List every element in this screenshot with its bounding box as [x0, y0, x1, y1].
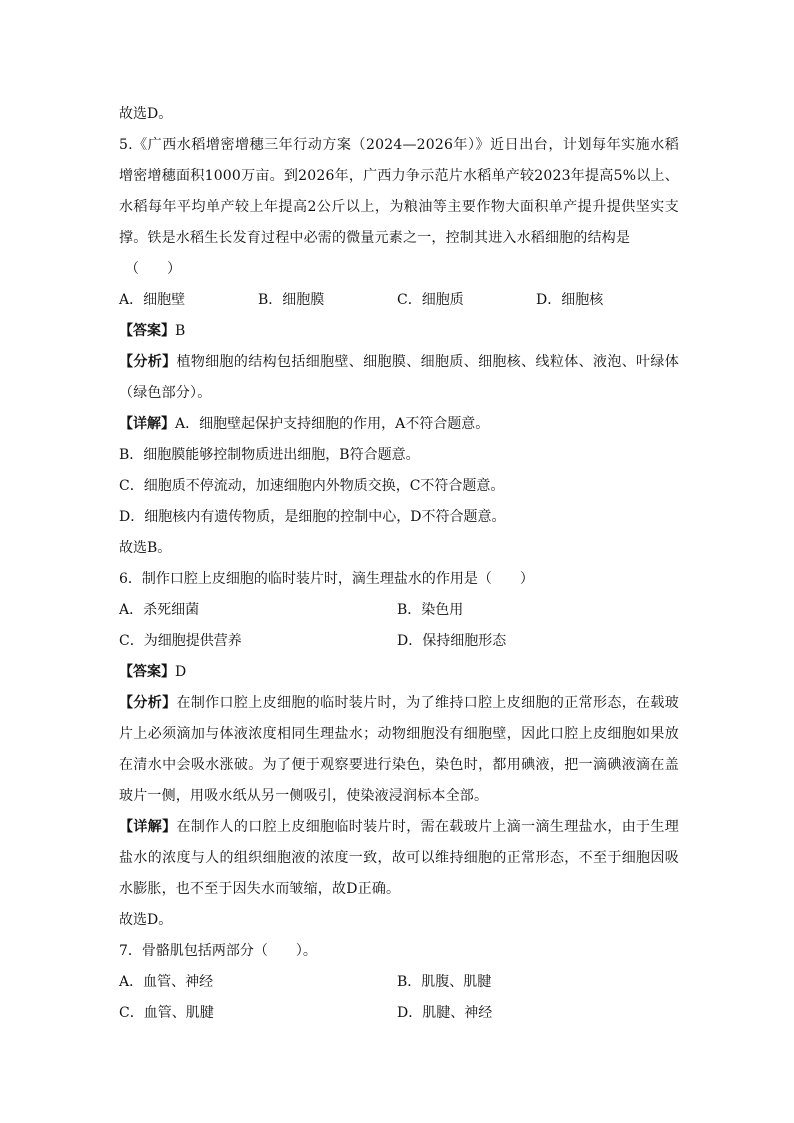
- question-5-detail-b: B．细胞膜能够控制物质进出细胞，B符合题意。: [119, 447, 420, 463]
- question-5-conclusion: 故选B。: [119, 540, 172, 556]
- detail-text: 在制作人的口腔上皮细胞临时装片时，需在载玻片上滴一滴生理盐水，由于生理盐水的浓度与人的组织细胞液的浓度一致，故可以维持细胞的正常形态，不至于细胞因吸水膨胀，也不至于因失水而皱缩，故D正确。: [119, 819, 679, 897]
- answer-tag: 【答案】: [119, 664, 175, 680]
- question-6-detail: [119, 812, 679, 905]
- analysis-text: 在制作口腔上皮细胞的临时装片时，为了维持口腔上皮细胞的正常形态，在载玻片上必须滴加与体液浓度相同生理盐水；动物细胞没有细胞壁，因此口腔上皮细胞如果放在清水中会吸水涨破。为了便于观察要进行染色，染色时，都用碘液，把一滴碘液滴在盖玻片一侧，用吸水纸从另一侧吸引，使染液浸润标本全部。: [119, 695, 679, 804]
- option-a: A．细胞壁: [119, 292, 186, 308]
- option-b: B．染色用: [397, 602, 464, 618]
- question-6-analysis: [119, 688, 679, 812]
- question-5-detail-d: D．细胞核内有遗传物质，是细胞的控制中心，D不符合题意。: [119, 509, 506, 525]
- question-6-conclusion: 故选D。: [119, 912, 173, 928]
- question-5-stem: 5.《广西水稻增密增穗三年行动方案（2024—2026年）》近日出台，计划每年实施水稻增密增穗面积1000万亩。到2026年，广西力争示范片水稻单产较2023年提高5%以上、水稻每年平均单产较上年提高2公斤以上，为粮油等主要作物大面积单产提升提供坚实支撑。铁是水稻生长发育过程中必需的微量元素之一，控制其进入水稻细胞的结构是: [119, 137, 679, 246]
- option-c: C．血管、肌腱: [119, 1005, 214, 1021]
- question-5-detail-c: C．细胞质不停流动，加速细胞内外物质交换，C不符合题意。: [119, 478, 505, 494]
- answer-value: B: [175, 323, 186, 339]
- question-6-options-row1: [119, 595, 679, 626]
- question-5-bracket: （ ）: [125, 261, 181, 277]
- option-a: A．血管、神经: [119, 974, 214, 990]
- option-c: C．为细胞提供营养: [119, 633, 242, 649]
- question-6-options-row2: [119, 626, 679, 657]
- option-d: D．肌腱、神经: [397, 1005, 493, 1021]
- option-b: B．细胞膜: [258, 292, 325, 308]
- option-c: C．细胞质: [397, 292, 464, 308]
- question-7-stem: 7．骨骼肌包括两部分（ ）。: [119, 943, 317, 959]
- question-5-analysis: [119, 347, 679, 409]
- detail-text: A．细胞壁起保护支持细胞的作用，A不符合题意。: [175, 416, 490, 432]
- question-7-options-row1: [119, 967, 679, 998]
- option-b: B．肌腹、肌腱: [397, 974, 492, 990]
- question-5-options: [119, 285, 679, 316]
- analysis-tag: 【分析】: [119, 354, 177, 370]
- option-a: A．杀死细菌: [119, 602, 200, 618]
- detail-tag: 【详解】: [119, 416, 175, 432]
- answer-tag: 【答案】: [119, 323, 175, 339]
- question-7-options-row2: [119, 998, 679, 1029]
- analysis-text: 植物细胞的结构包括细胞壁、细胞膜、细胞质、细胞核、线粒体、液泡、叶绿体（绿色部分）。: [119, 354, 679, 401]
- analysis-tag: 【分析】: [119, 695, 177, 711]
- answer-conclusion: 故选D。: [119, 106, 173, 122]
- document-page: [119, 99, 679, 1029]
- option-d: D．保持细胞形态: [397, 633, 507, 649]
- question-6-stem: 6．制作口腔上皮细胞的临时装片时，滴生理盐水的作用是（ ）: [119, 571, 534, 587]
- question-6-answer: [119, 657, 679, 688]
- answer-value: D: [175, 664, 187, 680]
- option-d: D．细胞核: [536, 292, 604, 308]
- question-5-answer: [119, 316, 679, 347]
- detail-tag: 【详解】: [119, 819, 177, 835]
- question-5-detail-a: [119, 409, 679, 440]
